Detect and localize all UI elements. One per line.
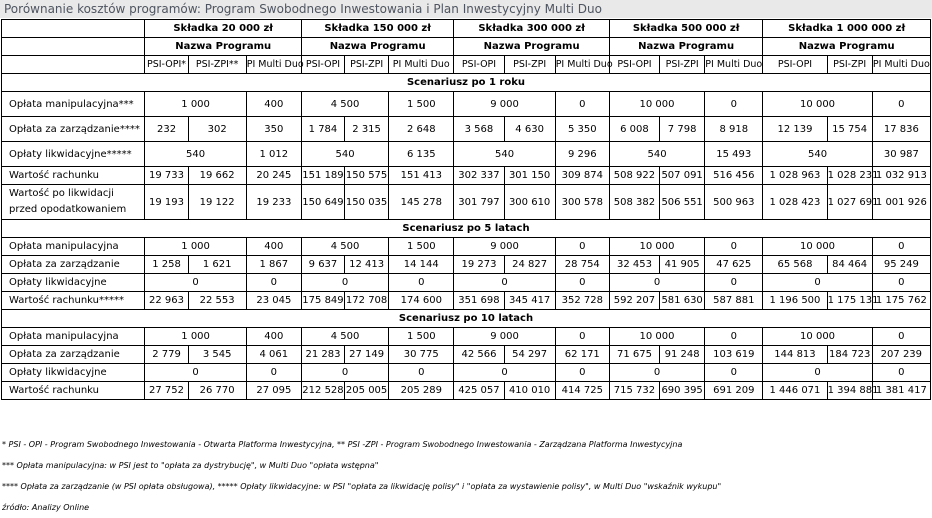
table-cell: 84 464	[827, 256, 872, 274]
row-label: Wartość rachunku	[2, 382, 145, 400]
table-cell: 12 413	[345, 256, 389, 274]
table-cell: 23 045	[246, 292, 301, 310]
table-cell: 400	[246, 92, 301, 117]
table-cell: 345 417	[504, 292, 555, 310]
table-row	[2, 274, 931, 292]
table-cell: 540	[301, 142, 388, 167]
table-cell: 1 012	[246, 142, 301, 167]
table-row	[2, 256, 931, 274]
table-cell: 3 545	[188, 346, 246, 364]
table-cell: 1 500	[389, 328, 454, 346]
program-label: Nazwa Programu	[301, 38, 453, 56]
table-cell: 301 150	[504, 167, 555, 185]
table-row	[2, 328, 931, 346]
footnote: * PSI - OPI - Program Swobodnego Inwestowania - Otwarta Platforma Inwestycyjna, ** PSI -ZPI - Program Swobodnego Inwestowania - Zarządzana Platforma Inwestycyjna	[2, 440, 683, 449]
table-cell: 1 032 913	[872, 167, 930, 185]
table-cell: 425 057	[454, 382, 504, 400]
table-cell: 0	[872, 92, 930, 117]
table-cell: 592 207	[609, 292, 659, 310]
table-cell: 19 273	[454, 256, 504, 274]
table-cell: 1 028 423	[763, 185, 827, 220]
footnote: *** Opłata manipulacyjna: w PSI jest to "opłata za dystrybucję", w Multi Duo "opłata wstępna"	[2, 461, 379, 470]
group-header: Składka 500 000 zł	[609, 20, 762, 38]
table-cell: 0	[763, 274, 872, 292]
program-column-header: PI Multi Duo	[555, 56, 609, 74]
program-column-header: PSI-OPI	[301, 56, 344, 74]
table-cell: 540	[609, 142, 704, 167]
table-cell: 350	[246, 117, 301, 142]
program-columns-row	[2, 56, 931, 74]
table-cell: 691 209	[705, 382, 763, 400]
table-cell: 22 963	[145, 292, 188, 310]
table-cell: 150 649	[301, 185, 344, 220]
table-cell: 715 732	[609, 382, 659, 400]
table-cell: 205 289	[389, 382, 454, 400]
table-cell: 15 493	[705, 142, 763, 167]
table-cell: 1 394 881	[827, 382, 872, 400]
table-cell: 1 500	[389, 92, 454, 117]
table-cell: 6 135	[389, 142, 454, 167]
corner-cell	[2, 56, 145, 74]
table-cell: 144 813	[763, 346, 827, 364]
table-cell: 0	[389, 274, 454, 292]
table-cell: 2 315	[345, 117, 389, 142]
program-column-header: PI Multi Duo	[389, 56, 454, 74]
table-row	[2, 185, 931, 220]
table-cell: 4 500	[301, 328, 388, 346]
table-cell: 507 091	[660, 167, 705, 185]
table-cell: 0	[705, 328, 763, 346]
row-label-line: Wartość po likwidacji	[9, 188, 114, 199]
table-cell: 506 551	[660, 185, 705, 220]
table-cell: 540	[145, 142, 246, 167]
table-cell: 150 035	[345, 185, 389, 220]
row-label: Opłaty likwidacyjne	[2, 274, 145, 292]
table-cell: 0	[246, 274, 301, 292]
group-header: Składka 20 000 zł	[145, 20, 301, 38]
table-cell: 15 754	[827, 117, 872, 142]
table-cell: 27 149	[345, 346, 389, 364]
table-cell: 175 849	[301, 292, 344, 310]
program-column-header: PSI-OPI	[609, 56, 659, 74]
table-cell: 30 987	[872, 142, 930, 167]
row-label: Opłaty likwidacyjne	[2, 364, 145, 382]
table-cell: 91 248	[660, 346, 705, 364]
table-cell: 65 568	[763, 256, 827, 274]
source-note: źródło: Analizy Online	[2, 503, 90, 512]
table-cell: 2 648	[389, 117, 454, 142]
table-cell: 0	[705, 92, 763, 117]
table-cell: 0	[454, 274, 555, 292]
table-cell: 0	[555, 238, 609, 256]
table-row	[2, 117, 931, 142]
table-cell: 0	[705, 364, 763, 382]
table-title: Porównanie kosztów programów: Program Swobodnego Inwestowania i Plan Inwestycyjny Multi Duo	[0, 0, 932, 18]
table-cell: 0	[872, 274, 930, 292]
table-cell: 0	[705, 274, 763, 292]
table-cell: 212 528	[301, 382, 344, 400]
footnotes	[2, 434, 721, 518]
table-cell: 0	[555, 328, 609, 346]
table-cell: 1 867	[246, 256, 301, 274]
table-cell: 32 453	[609, 256, 659, 274]
program-name-row	[2, 38, 931, 56]
table-cell: 19 193	[145, 185, 188, 220]
table-cell: 103 619	[705, 346, 763, 364]
table-cell: 1 027 691	[827, 185, 872, 220]
table-cell: 516 456	[705, 167, 763, 185]
program-column-header: PI Multi Duo	[872, 56, 930, 74]
table-cell: 7 798	[660, 117, 705, 142]
table-cell: 4 500	[301, 92, 388, 117]
table-cell: 540	[763, 142, 872, 167]
table-cell: 1 001 926	[872, 185, 930, 220]
table-cell: 145 278	[389, 185, 454, 220]
program-column-header: PSI-OPI*	[145, 56, 188, 74]
table-cell: 21 283	[301, 346, 344, 364]
table-cell: 1 000	[145, 328, 246, 346]
table-cell: 301 797	[454, 185, 504, 220]
table-cell: 19 662	[188, 167, 246, 185]
table-cell: 500 963	[705, 185, 763, 220]
table-cell: 5 350	[555, 117, 609, 142]
row-label: Opłata za zarządzanie****	[2, 117, 145, 142]
corner-cell	[2, 20, 145, 38]
table-cell: 1 028 231	[827, 167, 872, 185]
program-column-header: PSI-OPI	[763, 56, 827, 74]
table-cell: 1 196 500	[763, 292, 827, 310]
table-cell: 95 249	[872, 256, 930, 274]
table-cell: 9 637	[301, 256, 344, 274]
table-cell: 27 095	[246, 382, 301, 400]
table-cell: 26 770	[188, 382, 246, 400]
table-cell: 22 553	[188, 292, 246, 310]
table-cell: 10 000	[763, 238, 872, 256]
program-column-header: PSI-ZPI	[345, 56, 389, 74]
row-label: Opłata manipulacyjna***	[2, 92, 145, 117]
footnote: **** Opłata za zarządzanie (w PSI opłata obsługowa), ***** Opłaty likwidacyjne: w PSI "opłata za likwidację polisy" i "opłata za wystawienie polisy", w Multi Duo "wskaźnik wykupu"	[2, 482, 722, 491]
table-row	[2, 238, 931, 256]
table-cell: 300 578	[555, 185, 609, 220]
table-cell: 41 905	[660, 256, 705, 274]
table-cell: 400	[246, 238, 301, 256]
table-cell: 540	[454, 142, 555, 167]
table-cell: 14 144	[389, 256, 454, 274]
table-cell: 3 568	[454, 117, 504, 142]
row-label: Opłaty likwidacyjne*****	[2, 142, 145, 167]
table-cell: 309 874	[555, 167, 609, 185]
table-cell: 9 000	[454, 328, 555, 346]
table-cell: 10 000	[763, 92, 872, 117]
table-cell: 1 621	[188, 256, 246, 274]
table-cell: 4 630	[504, 117, 555, 142]
program-column-header: PSI-ZPI	[660, 56, 705, 74]
table-cell: 0	[555, 364, 609, 382]
table-cell: 30 775	[389, 346, 454, 364]
table-cell: 1 784	[301, 117, 344, 142]
row-label	[2, 185, 145, 220]
table-cell: 12 139	[763, 117, 827, 142]
row-label: Opłata manipulacyjna	[2, 328, 145, 346]
table-cell: 8 918	[705, 117, 763, 142]
table-cell: 1 028 963	[763, 167, 827, 185]
group-header: Składka 1 000 000 zł	[763, 20, 931, 38]
scenario-title: Scenariusz po 10 latach	[2, 310, 931, 328]
scenario-header-row	[2, 310, 931, 328]
table-cell: 205 005	[345, 382, 389, 400]
table-cell: 10 000	[609, 238, 704, 256]
table-cell: 2 779	[145, 346, 188, 364]
table-cell: 351 698	[454, 292, 504, 310]
table-cell: 0	[454, 364, 555, 382]
table-cell: 508 922	[609, 167, 659, 185]
scenario-header-row	[2, 220, 931, 238]
program-column-header: PI Multi Duo	[246, 56, 301, 74]
row-label: Opłata manipulacyjna	[2, 238, 145, 256]
table-cell: 508 382	[609, 185, 659, 220]
table-cell: 1 500	[389, 238, 454, 256]
table-cell: 414 725	[555, 382, 609, 400]
table-cell: 1 446 071	[763, 382, 827, 400]
table-row	[2, 382, 931, 400]
table-cell: 10 000	[609, 92, 704, 117]
table-cell: 24 827	[504, 256, 555, 274]
table-cell: 174 600	[389, 292, 454, 310]
table-cell: 6 008	[609, 117, 659, 142]
table-cell: 4 500	[301, 238, 388, 256]
cost-comparison-table	[1, 19, 931, 400]
table-cell: 0	[555, 274, 609, 292]
table-cell: 232	[145, 117, 188, 142]
table-cell: 9 000	[454, 92, 555, 117]
table-cell: 62 171	[555, 346, 609, 364]
table-cell: 0	[872, 238, 930, 256]
table-cell: 17 836	[872, 117, 930, 142]
table-row	[2, 167, 931, 185]
table-cell: 0	[705, 238, 763, 256]
table-cell: 400	[246, 328, 301, 346]
table-cell: 1 175 762	[872, 292, 930, 310]
table-cell: 54 297	[504, 346, 555, 364]
table-cell: 0	[872, 364, 930, 382]
program-label: Nazwa Programu	[454, 38, 610, 56]
table-cell: 150 575	[345, 167, 389, 185]
table-cell: 71 675	[609, 346, 659, 364]
table-cell: 1 381 417	[872, 382, 930, 400]
premium-header-row	[2, 20, 931, 38]
table-cell: 10 000	[609, 328, 704, 346]
table-cell: 410 010	[504, 382, 555, 400]
table-row	[2, 292, 931, 310]
program-column-header: PSI-ZPI**	[188, 56, 246, 74]
program-label: Nazwa Programu	[145, 38, 301, 56]
group-header: Składka 150 000 zł	[301, 20, 453, 38]
table-cell: 587 881	[705, 292, 763, 310]
table-cell: 0	[555, 92, 609, 117]
table-cell: 9 296	[555, 142, 609, 167]
table-cell: 19 733	[145, 167, 188, 185]
table-cell: 151 413	[389, 167, 454, 185]
table-cell: 1 000	[145, 238, 246, 256]
table-cell: 151 189	[301, 167, 344, 185]
row-label: Opłata za zarządzanie	[2, 346, 145, 364]
program-column-header: PSI-OPI	[454, 56, 504, 74]
program-label: Nazwa Programu	[763, 38, 931, 56]
table-cell: 47 625	[705, 256, 763, 274]
table-cell: 184 723	[827, 346, 872, 364]
table-cell: 9 000	[454, 238, 555, 256]
table-cell: 0	[246, 364, 301, 382]
table-cell: 19 233	[246, 185, 301, 220]
table-row	[2, 92, 931, 117]
row-label-line: przed opodatkowaniem	[9, 204, 127, 215]
table-cell: 0	[145, 364, 246, 382]
table-cell: 302 337	[454, 167, 504, 185]
table-cell: 4 061	[246, 346, 301, 364]
table-cell: 172 708	[345, 292, 389, 310]
row-label: Wartość rachunku*****	[2, 292, 145, 310]
table-row	[2, 142, 931, 167]
table-row	[2, 364, 931, 382]
table-cell: 20 245	[246, 167, 301, 185]
table-cell: 0	[389, 364, 454, 382]
table-cell: 0	[872, 328, 930, 346]
table-cell: 0	[301, 364, 388, 382]
program-column-header: PSI-ZPI	[827, 56, 872, 74]
row-label: Wartość rachunku	[2, 167, 145, 185]
scenario-title: Scenariusz po 5 latach	[2, 220, 931, 238]
table-cell: 0	[145, 274, 246, 292]
table-cell: 0	[609, 274, 704, 292]
table-cell: 300 610	[504, 185, 555, 220]
table-cell: 207 239	[872, 346, 930, 364]
program-column-header: PSI-ZPI	[504, 56, 555, 74]
table-cell: 352 728	[555, 292, 609, 310]
scenario-header-row	[2, 74, 931, 92]
table-cell: 0	[763, 364, 872, 382]
program-column-header: PI Multi Duo	[705, 56, 763, 74]
table-cell: 28 754	[555, 256, 609, 274]
table-cell: 27 752	[145, 382, 188, 400]
program-label: Nazwa Programu	[609, 38, 762, 56]
row-label: Opłata za zarządzanie	[2, 256, 145, 274]
corner-cell	[2, 38, 145, 56]
table-cell: 302	[188, 117, 246, 142]
table-cell: 19 122	[188, 185, 246, 220]
table-cell: 581 630	[660, 292, 705, 310]
table-cell: 10 000	[763, 328, 872, 346]
scenario-title: Scenariusz po 1 roku	[2, 74, 931, 92]
table-cell: 1 000	[145, 92, 246, 117]
table-cell: 690 395	[660, 382, 705, 400]
table-cell: 0	[301, 274, 388, 292]
table-cell: 42 566	[454, 346, 504, 364]
table-row	[2, 346, 931, 364]
table-cell: 1 175 131	[827, 292, 872, 310]
table-cell: 0	[609, 364, 704, 382]
table-cell: 1 258	[145, 256, 188, 274]
group-header: Składka 300 000 zł	[454, 20, 610, 38]
